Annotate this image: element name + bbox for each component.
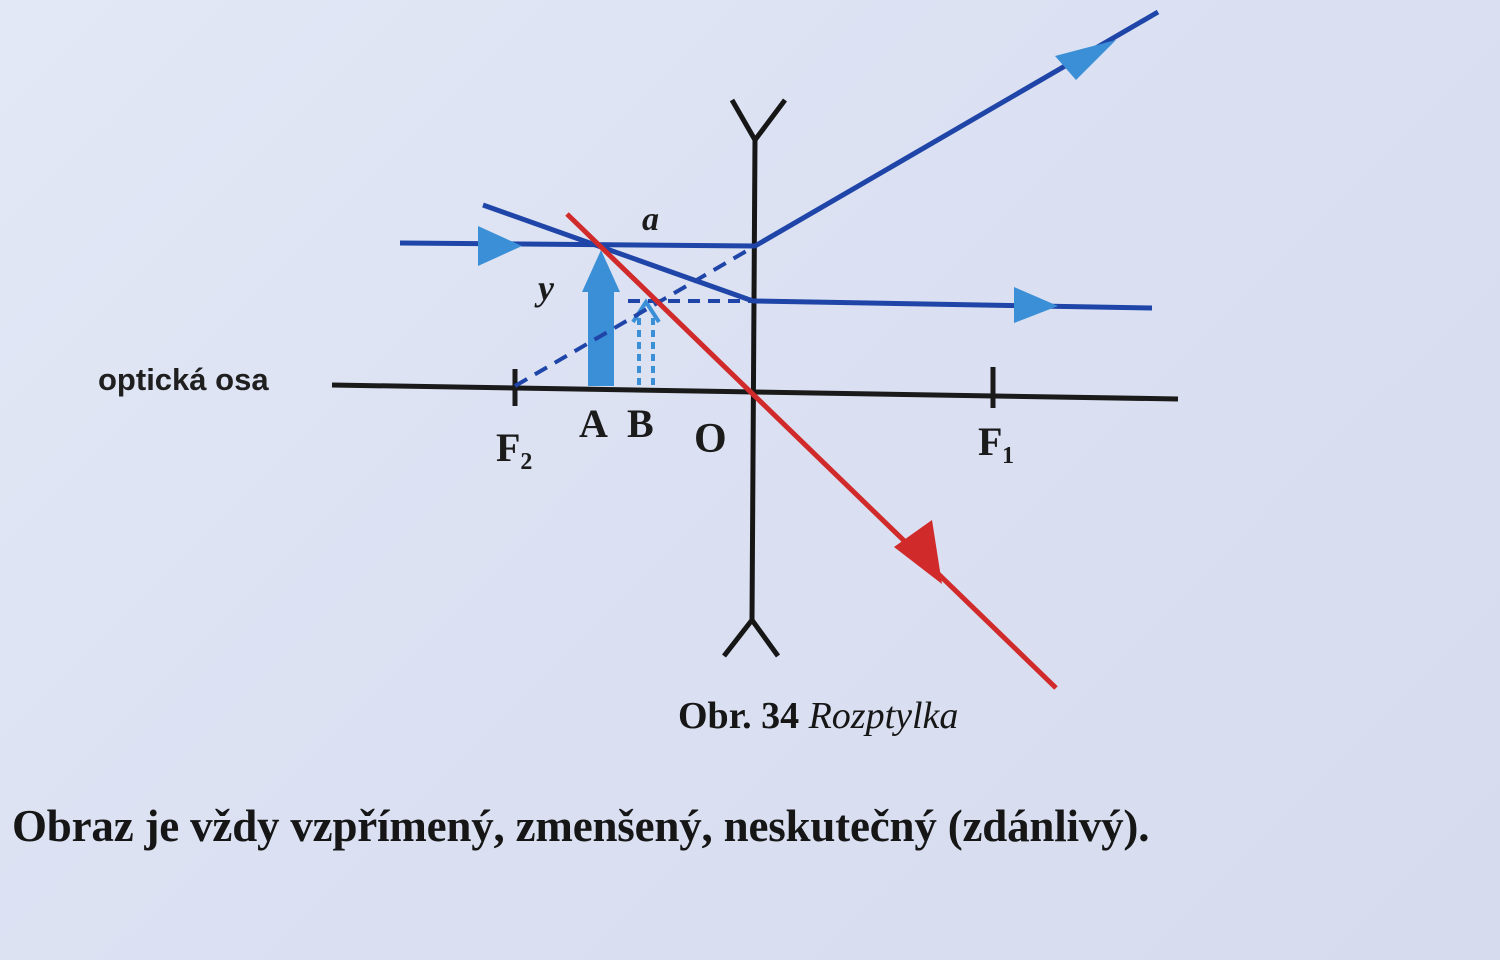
label-focus-2: F₂ <box>496 425 533 470</box>
parallel-ray-arrow-out <box>1055 40 1116 80</box>
parallel-ray-arrow-in <box>478 226 522 266</box>
figure-caption <box>678 694 958 738</box>
parallel-ray <box>400 12 1158 266</box>
caption-title: Rozptylka <box>808 695 959 737</box>
object-arrow <box>582 250 620 386</box>
focal-ray-arrow <box>1014 287 1058 323</box>
conclusion-statement: Obraz je vždy vzpřímený, zmenšený, neskutečný (zdánlivý). <box>12 801 1150 851</box>
label-lens-center: O <box>694 416 727 462</box>
central-ray-arrow <box>894 520 942 584</box>
label-point-b: B <box>627 401 654 446</box>
label-a: a <box>642 201 659 238</box>
virtual-extension-from-f2 <box>515 246 755 386</box>
axis-label: optická osa <box>98 362 269 397</box>
label-focus-1: F₁ <box>978 419 1015 464</box>
focal-ray <box>483 205 1152 323</box>
caption-number: Obr. 34 <box>678 695 800 737</box>
label-point-a: A <box>579 401 608 446</box>
label-y: y <box>538 268 554 308</box>
